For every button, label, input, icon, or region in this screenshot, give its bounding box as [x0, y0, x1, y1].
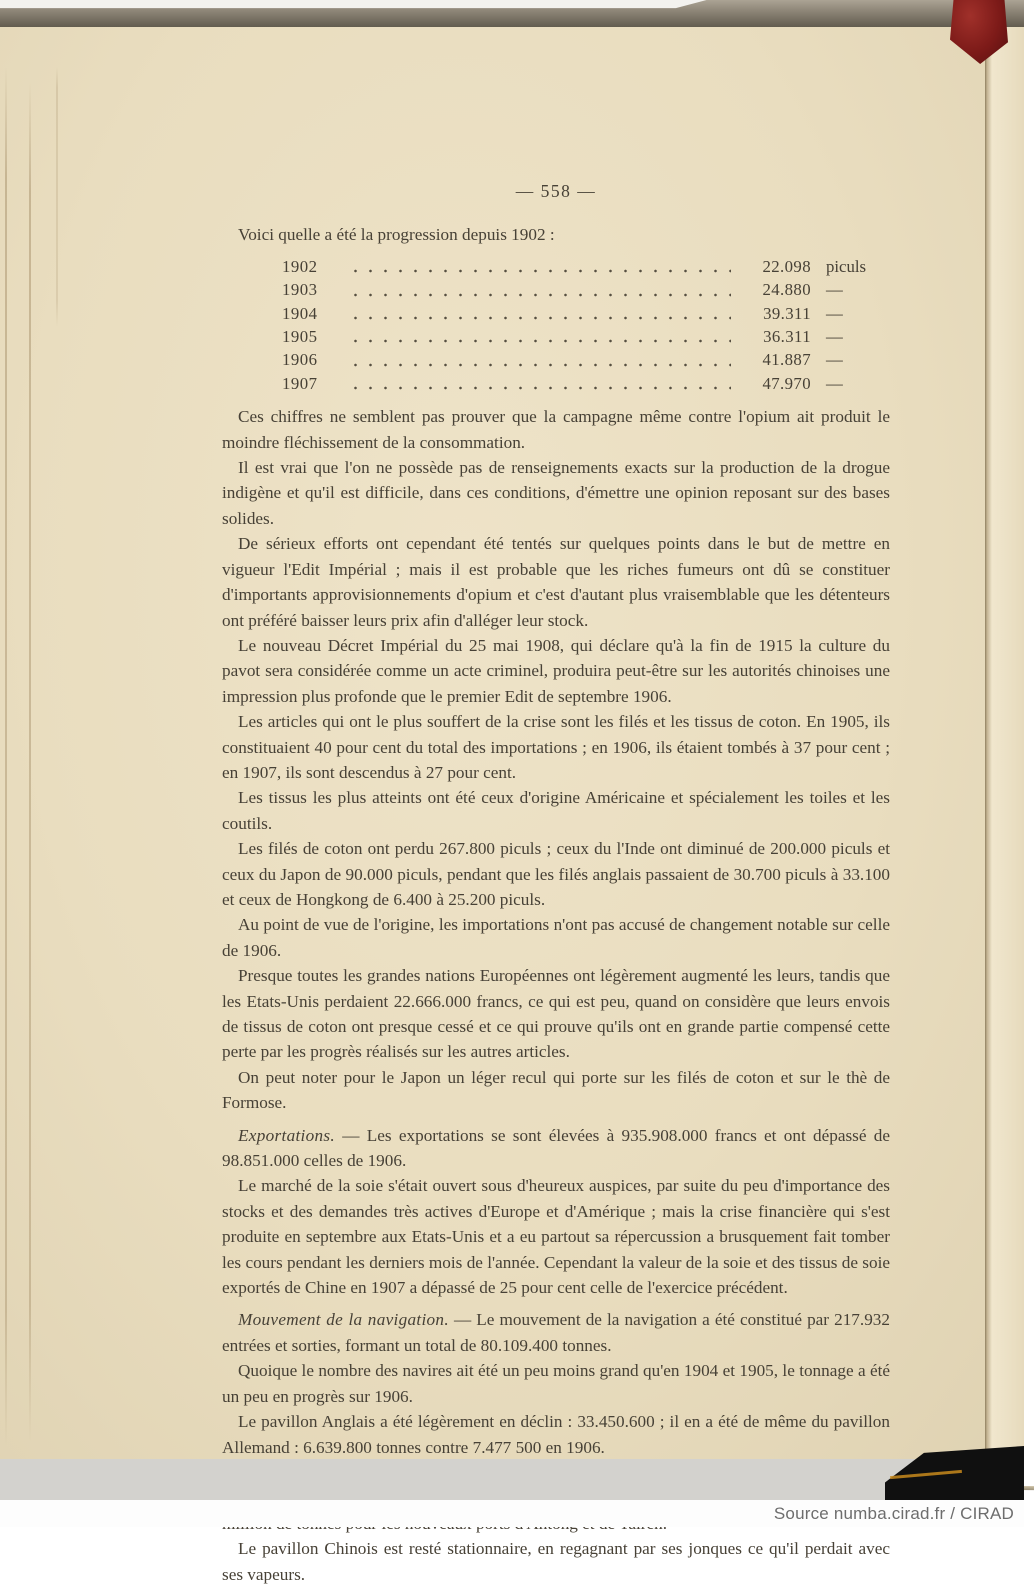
paragraph: Le marché de la soie s'était ouvert sous d'heureux auspices, par suite du peu d'importance des stocks et des demandes très actives d'Europe et d'Amérique ; mais la crise financière qui s'est produite en septembre aux Etats-Unis et a eu partout sa répercussion a brusquement fait tomber les cours pendant les derniers mois de l'année. Cependant la valeur de la soie et des tissus de soie exportés de Chine en 1907 a dépassé de 25 pour cent celle de l'exercice précédent. — [222, 1176, 890, 1298]
source-bar — [0, 1500, 1024, 1527]
table-value: 39.311 — [763, 303, 811, 323]
paragraph: Quoique le nombre des navires ait été un peu moins grand qu'en 1904 et 1905, le tonnage a été un peu en progrès sur 1906. — [222, 1361, 890, 1406]
dot-leader — [348, 316, 731, 320]
page-number: — 558 — — [515, 181, 597, 201]
table-year: 1904 — [282, 303, 318, 323]
table-unit: — — [826, 280, 843, 300]
scanner-background-bottom — [0, 1459, 1024, 1502]
paragraph-navigation — [222, 1307, 890, 1358]
table-value: 36.311 — [763, 327, 811, 347]
paragraph-text: — Les exportations se sont élevées à 935.908.000 francs et ont dépassé de 98.851.000 celles de 1906. — [222, 1125, 890, 1171]
table-value: 22.098 — [762, 256, 811, 276]
table-year: 1905 — [282, 327, 318, 347]
table-unit: — — [826, 327, 843, 347]
paragraph: Les articles qui ont le plus souffert de la crise sont les filés et les tissus de coton. En 1905, ils constituaient 40 pour cent du total des importations ; en 1906, ils étaient tombés à 37 pour cent ; en 1907, ils sont descendus à 27 pour cent. — [222, 712, 890, 782]
table-year: 1902 — [282, 256, 318, 276]
dot-leader — [348, 339, 731, 343]
table-value: 24.880 — [762, 280, 811, 300]
paragraph: Il est vrai que l'on ne possède pas de renseignements exacts sur la production de la drogue indigène et qu'il est difficile, dans ces conditions, d'émettre une opinion reposant sur des bases solides. — [222, 458, 890, 528]
paragraph: Le nouveau Décret Impérial du 25 mai 1908, qui déclare qu'à la fin de 1915 la culture du pavot sera considérée comme un acte criminel, produira peut-être sur les autorités chinoises une impression plus profonde que le premier Edit de septembre 1906. — [222, 635, 890, 706]
table-year: 1906 — [282, 350, 318, 370]
page-stack-line — [5, 67, 7, 1447]
dot-leader — [348, 386, 731, 390]
source-text: Source numba.cirad.fr / CIRAD — [773, 1503, 1014, 1523]
paragraph-lead: Exportations. — [238, 1125, 335, 1145]
dot-leader — [348, 363, 731, 367]
table-row — [282, 302, 890, 325]
table-unit: — — [826, 350, 843, 370]
page-stack-line — [56, 67, 58, 327]
progression-table — [282, 255, 890, 395]
table-row — [282, 255, 890, 278]
table-value: 47.970 — [762, 373, 811, 393]
page-stack-line — [29, 82, 31, 1442]
table-unit: — — [826, 303, 843, 323]
table-unit: — — [826, 373, 843, 393]
dot-leader — [348, 293, 731, 297]
intro-line: Voici quelle a été la progression depuis 1902 : — [238, 225, 555, 245]
table-row — [282, 348, 890, 371]
paragraph-exportations — [222, 1123, 890, 1174]
table-row — [282, 278, 890, 301]
paragraph: Ces chiffres ne semblent pas prouver que la campagne même contre l'opium ait produit le moindre fléchissement de la consommation. — [222, 407, 890, 452]
paragraph-text: — Le mouvement de la navigation a été constitué par 217.932 entrées et sorties, formant un total de 80.109.400 tonnes. — [222, 1310, 890, 1355]
table-year: 1907 — [282, 373, 318, 393]
table-unit: piculs — [826, 256, 867, 276]
dot-leader — [348, 269, 731, 273]
table-value: 41.887 — [762, 350, 811, 370]
table-row — [282, 325, 890, 348]
table-year: 1903 — [282, 280, 318, 300]
paragraph: Les tissus les plus atteints ont été ceux d'origine Américaine et spécialement les toiles et les coutils. — [222, 788, 890, 833]
paragraph: Les filés de coton ont perdu 267.800 piculs ; ceux du l'Inde ont diminué de 200.000 piculs et ceux du Japon de 90.000 piculs, pendant que les filés anglais passaient de 30.700 piculs à 33.100 et ceux de Hongkong de 6.400 à 25.200 piculs. — [222, 839, 890, 909]
paragraph: Le pavillon Chinois est resté stationnaire, en regagnant par ses jonques ce qu'il perdait avec ses vapeurs. — [222, 1539, 890, 1584]
paragraph: De sérieux efforts ont cependant été tentés sur quelques points dans le but de mettre en vigueur l'Edit Impérial ; mais il est probable que les riches fumeurs ont dû se constituer d'importants approvisionnements d'opium et c'est d'autant plus vraisemblable que les détenteurs ont préféré baisser leurs prix afin d'alléger leur stock. — [222, 534, 890, 630]
paragraph: Le pavillon Anglais a été légèrement en déclin : 33.450.600 ; il en a été de même du pavillon Allemand : 6.639.800 tonnes contre 7.477 500 en 1906. — [222, 1412, 890, 1457]
table-row — [282, 372, 890, 395]
paragraph-lead: Mouvement de la navigation. — [238, 1310, 449, 1330]
paragraph: Presque toutes les grandes nations Européennes ont légèrement augmenté les leurs, tandis que les Etats-Unis perdaient 22.666.000 francs, ce qui est peu, quand on considère que leurs envois de tissus de coton ont presque cessé et ce qui prouve qu'ils ont en grande partie compensé cette perte par les progrès réalisés sur les autres articles. — [222, 966, 890, 1062]
printed-text-block — [222, 179, 890, 1587]
page-fore-edge — [985, 27, 1024, 1463]
paragraph: On peut noter pour le Japon un léger recul qui porte sur les filés de coton et sur le thè de Formose. — [222, 1067, 890, 1113]
paragraph: Au point de vue de l'origine, les importations n'ont pas accusé de changement notable sur celle de 1906. — [222, 915, 890, 960]
